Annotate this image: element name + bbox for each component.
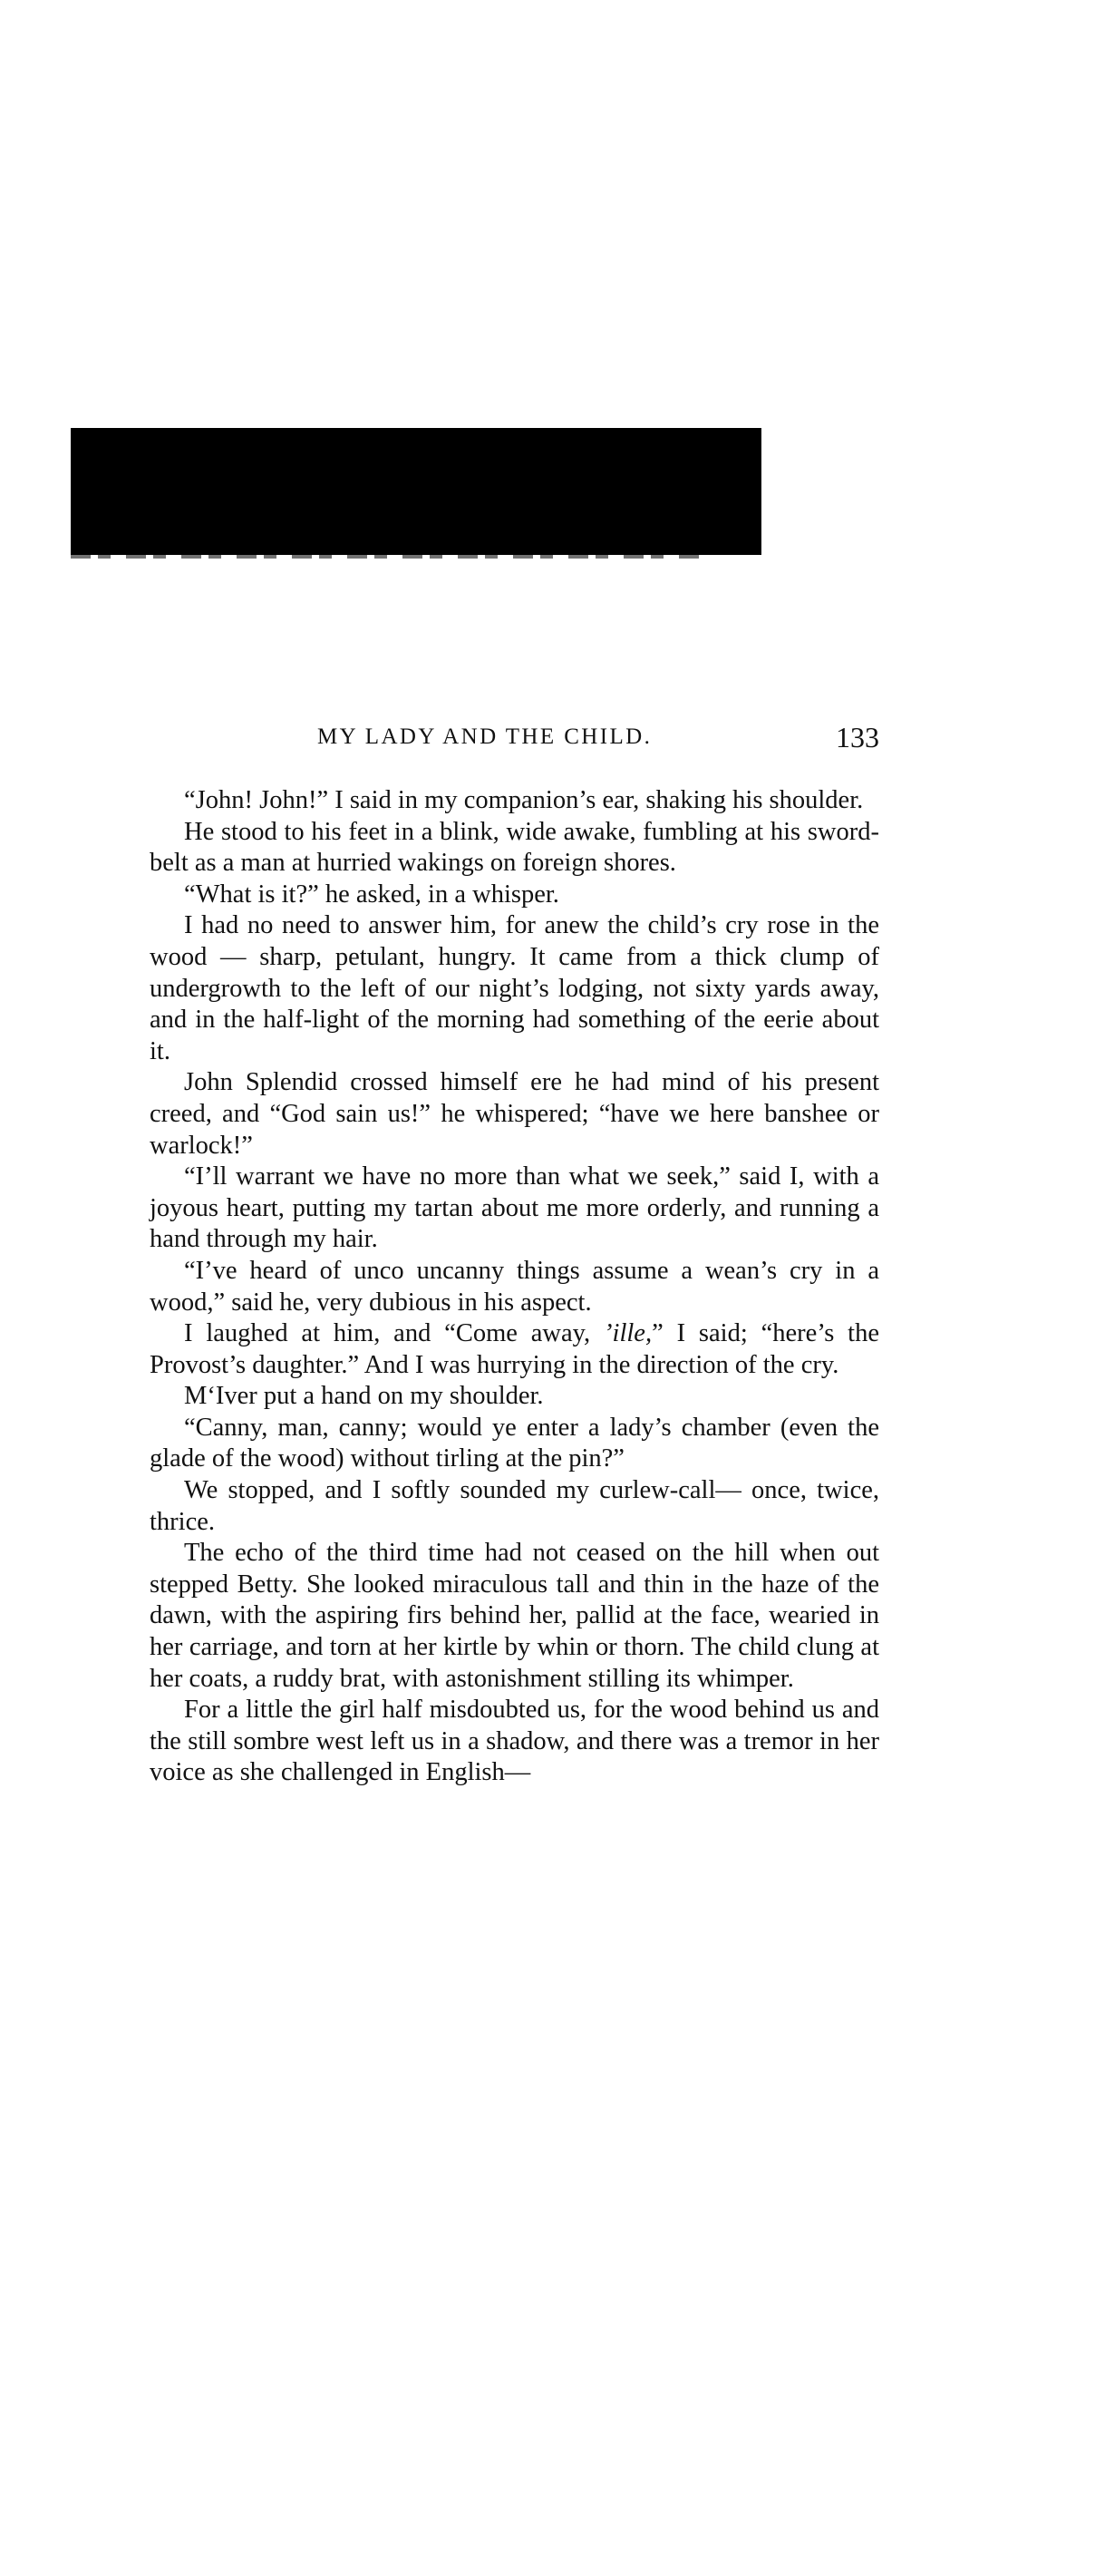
paragraph-6: “I’ll warrant we have no more than what we seek,” said I, with a joyous heart, putting my tartan about me more orderly, and running a hand through my hair. [150,1162,879,1254]
paragraph-2: He stood to his feet in a blink, wide awake, fumbling at his sword-belt as a man at hurried wakings on foreign shores. [150,817,879,878]
paragraph-7: “I’ve heard of unco uncanny things assume a wean’s cry in a wood,” said he, very dubious in his aspect. [150,1256,879,1317]
paragraph-4: I had no need to answer him, for anew the child’s cry rose in the wood — sharp, petulant, hungry. It came from a thick clump of undergrowth to the left of our night’s lodging, not sixty yards away, and in the half-light of the morning had something of the eerie about it. [150,911,879,1065]
paragraph-8-italic: ’ille, [604,1319,653,1348]
paragraph-8-end: ” I said; “here’s the Provost’s daughter.” And I was hurrying in the direction of the cry. [150,1319,879,1379]
paragraph-1: “John! John!” I said in my companion’s ear, shaking his shoulder. [184,786,864,814]
paragraph-3: “What is it?” he asked, in a whisper. [184,880,559,909]
paragraph-12: The echo of the third time had not ceased on the hill when out stepped Betty. She looked miraculous tall and thin in the haze of the dawn, with the aspiring firs behind her, pallid at the face, wearied in her carriage, and torn at her kirtle by whin or thorn. The child clung at her coats, a ruddy brat, with astonishment stilling its whimper. [150,1539,879,1693]
page-number: 133 [836,721,879,753]
running-title: MY LADY AND THE CHILD. [317,724,653,749]
paragraph-11: We stopped, and I softly sounded my curlew-call— once, twice, thrice. [150,1476,879,1536]
paragraph-9: M‘Iver put a hand on my shoulder. [184,1382,544,1411]
paragraph-10: “Canny, man, canny; would ye enter a lady’s chamber (even the glade of the wood) without tirling at the pin?” [150,1413,879,1473]
running-head [145,721,879,757]
redaction-edge [71,553,705,559]
body-text [150,785,879,1789]
redaction-block [71,428,761,555]
paragraph-13: For a little the girl half misdoubted us, for the wood behind us and the still sombre west left us in a shadow, and there was a tremor in her voice as she challenged in English— [150,1696,879,1787]
paragraph-8 [150,1318,879,1381]
paragraph-5: John Splendid crossed himself ere he had mind of his present creed, and “God sain us!” he whispered; “have we here banshee or warlock!” [150,1068,879,1160]
paragraph-8-start: I laughed at him, and “Come away, [184,1319,605,1348]
